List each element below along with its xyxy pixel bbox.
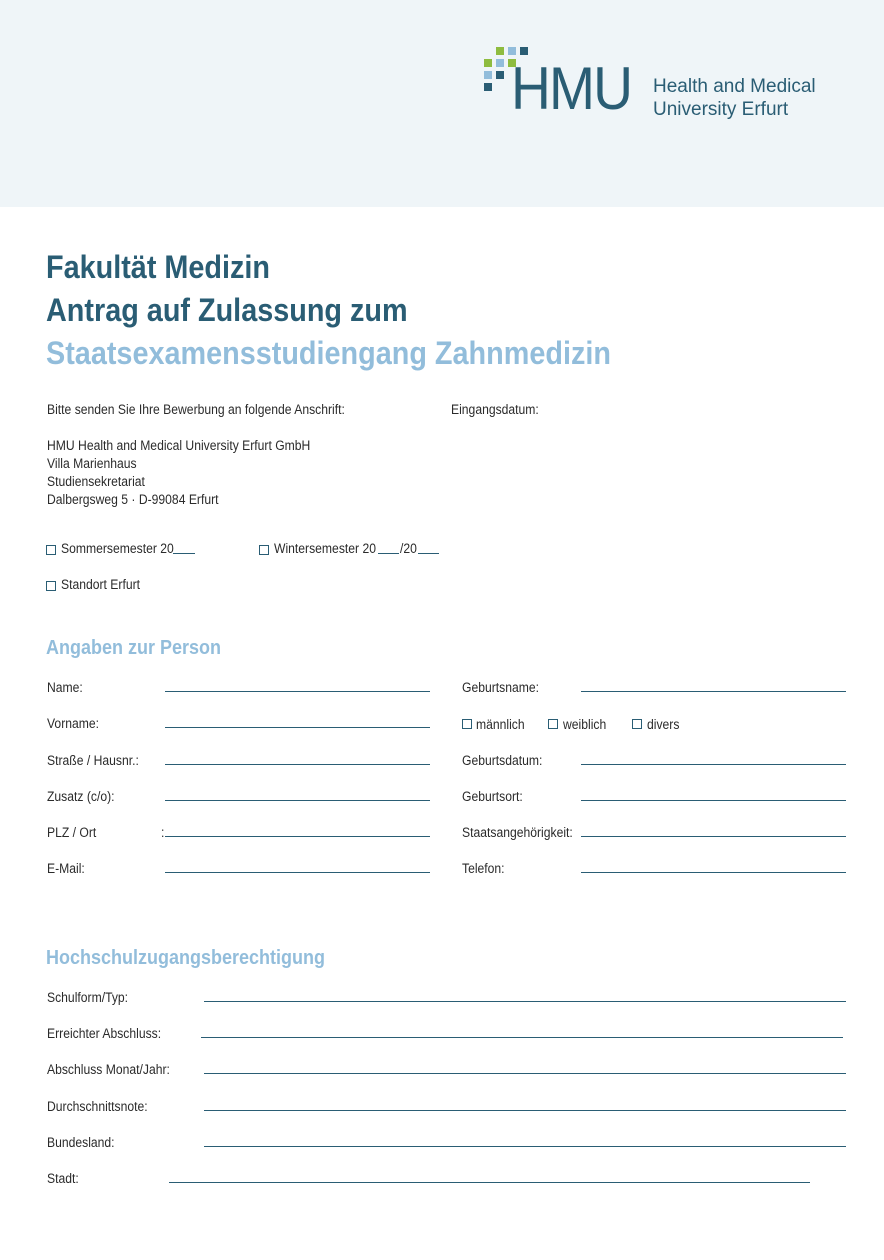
hmu-logo	[484, 46, 834, 126]
winter-year-separator: /20	[400, 541, 417, 556]
zip-city-field[interactable]	[165, 836, 430, 837]
title-line-2: Antrag auf Zulassung zum	[46, 292, 408, 328]
winter-semester-label: Wintersemester 20	[274, 541, 376, 556]
nationality-field[interactable]	[581, 836, 846, 837]
winter-year-start-field[interactable]	[378, 553, 399, 554]
logo-subtitle	[653, 75, 816, 121]
grade-average-field[interactable]	[204, 1110, 846, 1111]
gender-female-checkbox[interactable]	[548, 719, 558, 729]
zip-city-colon: :	[161, 825, 165, 840]
school-type-field[interactable]	[204, 1001, 846, 1002]
nationality-label: Staatsangehörigkeit:	[462, 825, 573, 840]
header-band	[0, 0, 884, 207]
logo-subtitle-line2: University Erfurt	[653, 99, 789, 120]
gender-diverse-label: divers	[647, 717, 680, 732]
logo-square	[496, 47, 504, 55]
gender-male-checkbox[interactable]	[462, 719, 472, 729]
email-field[interactable]	[165, 872, 430, 873]
summer-year-field[interactable]	[173, 553, 195, 554]
first-name-label: Vorname:	[47, 716, 100, 731]
birth-name-label: Geburtsname:	[462, 680, 539, 695]
phone-field[interactable]	[581, 872, 846, 873]
first-name-field[interactable]	[165, 727, 430, 728]
address-line: Studiensekretariat	[47, 474, 145, 489]
addition-label: Zusatz (c/o):	[47, 789, 115, 804]
location-erfurt-checkbox[interactable]	[46, 581, 56, 591]
logo-square	[484, 59, 492, 67]
gender-male-label: männlich	[476, 717, 525, 732]
street-label: Straße / Hausnr.:	[47, 753, 139, 768]
address-line: Villa Marienhaus	[47, 456, 137, 471]
person-section-heading: Angaben zur Person	[46, 637, 222, 659]
logo-square	[508, 47, 516, 55]
address-intro: Bitte senden Sie Ihre Bewerbung an folgende Anschrift:	[47, 402, 345, 417]
birth-place-field[interactable]	[581, 800, 846, 801]
receipt-date-label: Eingangsdatum:	[451, 402, 539, 417]
birth-date-field[interactable]	[581, 764, 846, 765]
winter-year-end-field[interactable]	[418, 553, 439, 554]
page-title	[46, 246, 611, 375]
title-line-3: Staatsexamensstudiengang Zahnmedizin	[46, 335, 611, 371]
school-type-label: Schulform/Typ:	[47, 990, 129, 1005]
graduation-date-label: Abschluss Monat/Jahr:	[47, 1062, 170, 1077]
address-line: Dalbergsweg 5 · D-99084 Erfurt	[47, 492, 219, 507]
name-field[interactable]	[165, 691, 430, 692]
location-erfurt-label: Standort Erfurt	[61, 577, 141, 592]
degree-field[interactable]	[201, 1037, 843, 1038]
education-section-heading: Hochschulzugangsberechtigung	[46, 947, 326, 969]
federal-state-label: Bundesland:	[47, 1135, 115, 1150]
logo-square	[496, 71, 504, 79]
addition-field[interactable]	[165, 800, 430, 801]
logo-square	[520, 47, 528, 55]
zip-city-label: PLZ / Ort	[47, 825, 97, 840]
title-line-1: Fakultät Medizin	[46, 249, 271, 285]
name-label: Name:	[47, 680, 83, 695]
summer-semester-label: Sommersemester 20	[61, 541, 174, 556]
logo-wordmark: HMU	[511, 55, 632, 122]
address-line: HMU Health and Medical University Erfurt GmbH	[47, 438, 311, 453]
graduation-date-field[interactable]	[204, 1073, 846, 1074]
birth-name-field[interactable]	[581, 691, 846, 692]
logo-square	[484, 71, 492, 79]
email-label: E-Mail:	[47, 861, 85, 876]
degree-label: Erreichter Abschluss:	[47, 1026, 162, 1041]
federal-state-field[interactable]	[204, 1146, 846, 1147]
summer-semester-checkbox[interactable]	[46, 545, 56, 555]
logo-subtitle-line1: Health and Medical	[653, 76, 816, 97]
logo-square	[496, 59, 504, 67]
birth-place-label: Geburtsort:	[462, 789, 523, 804]
birth-date-label: Geburtsdatum:	[462, 753, 543, 768]
phone-label: Telefon:	[462, 861, 505, 876]
gender-female-label: weiblich	[563, 717, 607, 732]
winter-semester-checkbox[interactable]	[259, 545, 269, 555]
city-label: Stadt:	[47, 1171, 79, 1186]
logo-square	[484, 83, 492, 91]
city-field[interactable]	[169, 1182, 810, 1183]
grade-average-label: Durchschnittsnote:	[47, 1099, 148, 1114]
gender-diverse-checkbox[interactable]	[632, 719, 642, 729]
street-field[interactable]	[165, 764, 430, 765]
